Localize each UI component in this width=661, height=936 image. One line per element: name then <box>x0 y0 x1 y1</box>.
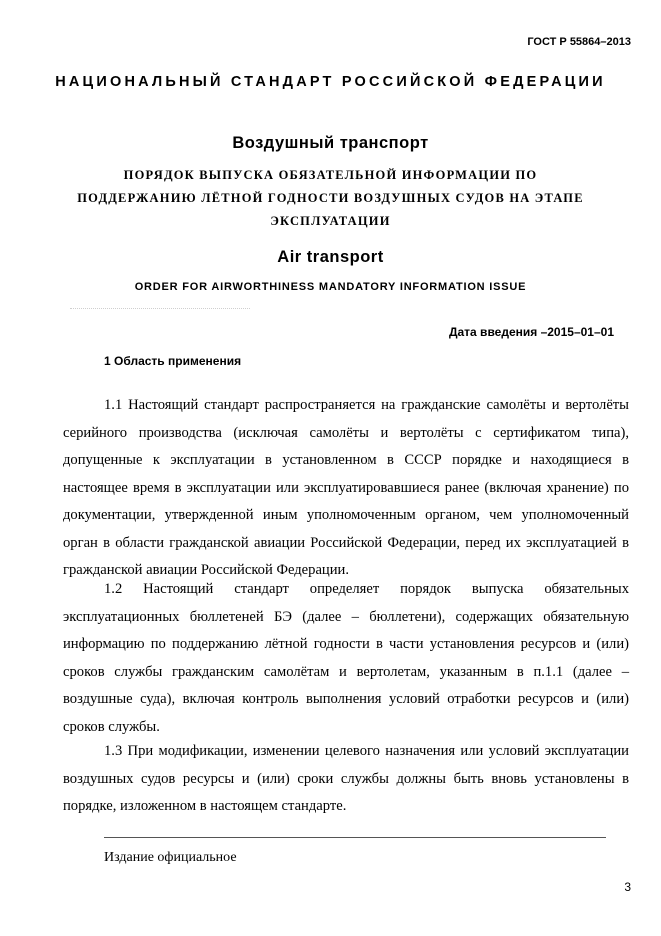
subtitle-russian: ПОРЯДОК ВЫПУСКА ОБЯЗАТЕЛЬНОЙ ИНФОРМАЦИИ ПО ПОДДЕРЖАНИЮ ЛЁТНОЙ ГОДНОСТИ ВОЗДУШНЫХ СУДОВ НА ЭТАПЕ ЭКСПЛУАТАЦИИ <box>77 168 584 228</box>
title-english: Air transport <box>277 248 384 266</box>
document-number: ГОСТ Р 55864–2013 <box>527 36 631 48</box>
introduction-date: Дата введения –2015–01–01 <box>448 325 614 339</box>
edition-note: Издание официальное <box>104 850 237 865</box>
page-number: 3 <box>624 880 631 894</box>
standard-title: НАЦИОНАЛЬНЫЙ СТАНДАРТ РОССИЙСКОЙ ФЕДЕРАЦИИ <box>55 74 606 90</box>
paragraph-1-1: 1.1 Настоящий стандарт распространяется на гражданские самолёты и вертолёты серийного производства (исключая самолёты и вертолёты с сертификатом типа), допущенные к эксплуатации в установленном в СССР порядке и находящиеся в настоящее время в эксплуатации или эксплуатировавшиеся ранее (включая хранение) по документации, утвержденной иным уполномоченным органом, чем уполномоченный орган в области гражданской авиации Российской Федерации, перед их эксплуатацией в гражданской авиации Российской Федерации. <box>63 397 629 578</box>
subtitle-english: ORDER FOR AIRWORTHINESS MANDATORY INFORMATION ISSUE <box>134 281 527 293</box>
section-heading: 1 Область применения <box>104 354 242 368</box>
paragraph-1-2: 1.2 Настоящий стандарт определяет порядок выпуска обязательных эксплуатационных бюллетеней БЭ (далее – бюллетени), содержащих обязательную информацию по поддержанию лётной годности в части установления ресурсов и (или) сроков службы гражданским самолётам и вертолетам, указанным в п.1.1 (далее – воздушные суда), включая контроль выполнения условий отработки ресурсов и (или) сроков службы. <box>63 581 629 735</box>
footnote-divider <box>104 837 606 838</box>
paragraph-1-3: 1.3 При модификации, изменении целевого назначения или условий эксплуатации воздушных судов ресурсы и (или) сроки службы должны быть вновь установлены в порядке, изложенном в настоящем стандарте. <box>63 743 629 814</box>
faint-divider <box>70 308 250 309</box>
title-russian: Воздушный транспорт <box>232 134 429 152</box>
